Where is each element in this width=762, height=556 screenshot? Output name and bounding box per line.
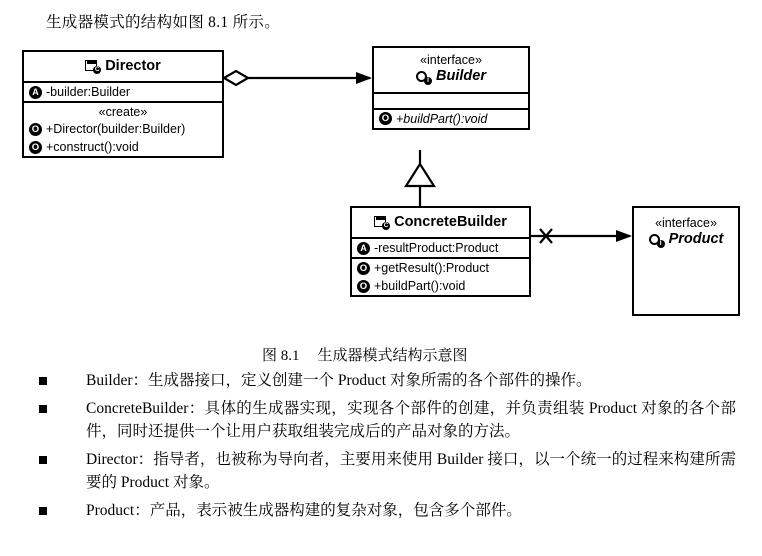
operation-row bbox=[352, 277, 529, 295]
operation-row bbox=[24, 120, 222, 138]
director-operations bbox=[24, 103, 222, 156]
director-attributes bbox=[24, 83, 222, 103]
operation-label: +buildPart():void bbox=[374, 279, 466, 294]
class-icon: C bbox=[374, 216, 389, 229]
public-operation-icon: O bbox=[357, 280, 370, 293]
term-description: ：具体的生成器实现，实现各个部件的创建，并负责组装 Product 对象的各个部件，同时还提供一个让用户获取组装完成后的产品对象的方法。 bbox=[86, 400, 736, 440]
attribute-label: -resultProduct:Product bbox=[374, 241, 499, 256]
public-operation-icon: O bbox=[357, 262, 370, 275]
list-item bbox=[36, 370, 736, 392]
product-stereotype: «interface» bbox=[655, 216, 717, 230]
public-operation-icon: O bbox=[379, 112, 392, 125]
product-name: Product bbox=[668, 231, 724, 248]
director-title bbox=[24, 52, 222, 83]
private-attribute-icon: A bbox=[357, 242, 370, 255]
term-label: ConcreteBuilder bbox=[86, 400, 189, 418]
bullet-square-icon bbox=[39, 507, 47, 515]
term-label: Product bbox=[86, 502, 135, 520]
product-title bbox=[634, 208, 738, 255]
operation-label: +buildPart():void bbox=[396, 111, 488, 126]
operation-label: +construct():void bbox=[46, 140, 139, 155]
figure-caption-text: 生成器模式结构示意图 bbox=[317, 348, 468, 364]
concretebuilder-operations bbox=[352, 259, 529, 295]
builder-operations bbox=[374, 110, 528, 128]
attribute-label: -builder:Builder bbox=[46, 85, 131, 100]
bullet-square-icon bbox=[39, 377, 47, 385]
term-description: ：生成器接口，定义创建一个 Product 对象所需的各个部件的操作。 bbox=[132, 372, 592, 389]
term-description: ：指导者，也被称为导向者，主要用来使用 Builder 接口，以一个统一的过程来构建所需要的 Product 对象。 bbox=[86, 451, 736, 491]
operation-row bbox=[374, 110, 528, 128]
uml-interface-product bbox=[632, 206, 740, 316]
term-label: Builder bbox=[86, 372, 133, 389]
list-item bbox=[36, 500, 736, 522]
bullet-list bbox=[36, 370, 736, 529]
attribute-row bbox=[352, 239, 529, 257]
public-operation-icon: O bbox=[29, 123, 42, 136]
builder-name: Builder bbox=[436, 68, 486, 85]
operation-label: +getResult():Product bbox=[374, 261, 489, 276]
list-item bbox=[36, 398, 736, 443]
bullet-square-icon bbox=[39, 456, 47, 464]
director-stereotype-create: «create» bbox=[98, 105, 148, 120]
uml-interface-builder bbox=[372, 46, 530, 130]
public-operation-icon: O bbox=[29, 141, 42, 154]
concretebuilder-attributes bbox=[352, 239, 529, 259]
operation-row bbox=[352, 259, 529, 277]
private-attribute-icon: A bbox=[29, 86, 42, 99]
attribute-row bbox=[24, 83, 222, 101]
figure-caption bbox=[262, 344, 468, 365]
intro-text: 生成器模式的结构如图 8.1 所示。 bbox=[46, 14, 281, 31]
uml-class-concretebuilder bbox=[350, 206, 531, 297]
concretebuilder-title bbox=[352, 208, 529, 239]
builder-attributes bbox=[374, 94, 528, 110]
bullet-square-icon bbox=[39, 405, 47, 413]
operation-row bbox=[24, 138, 222, 156]
uml-class-director bbox=[22, 50, 224, 158]
class-icon: C bbox=[85, 60, 100, 73]
builder-title bbox=[374, 48, 528, 94]
list-item bbox=[36, 449, 736, 494]
interface-icon: I bbox=[416, 70, 431, 84]
concretebuilder-name: ConcreteBuilder bbox=[394, 213, 507, 230]
term-label: Director bbox=[86, 451, 138, 469]
figure-number: 图 8.1 bbox=[262, 348, 300, 364]
builder-stereotype: «interface» bbox=[420, 53, 482, 67]
director-name: Director bbox=[105, 57, 161, 74]
operation-label: +Director(builder:Builder) bbox=[46, 122, 186, 137]
interface-icon: I bbox=[649, 233, 664, 247]
term-description: ：产品，表示被生成器构建的复杂对象，包含多个部件。 bbox=[134, 502, 522, 520]
